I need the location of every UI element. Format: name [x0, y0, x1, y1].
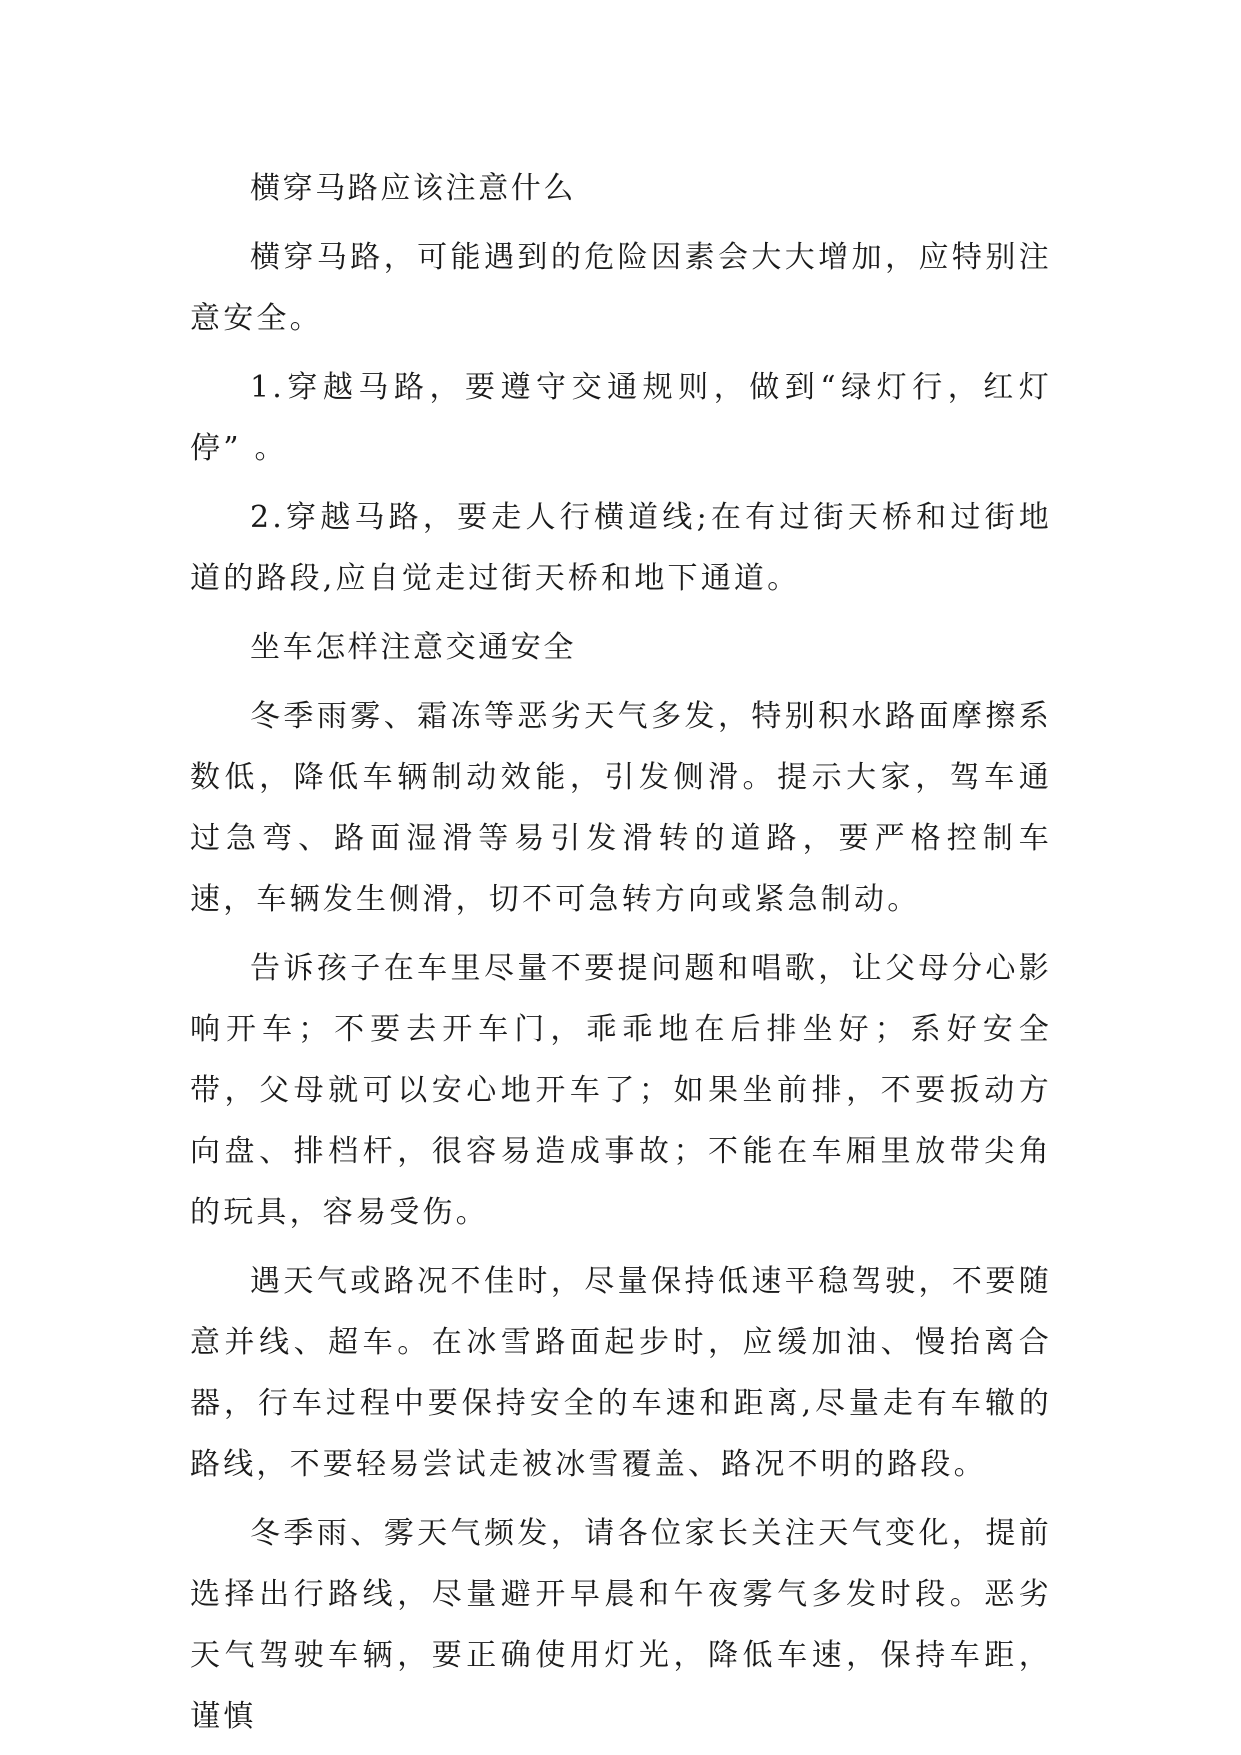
paragraph-crossing-rule-2: 2.穿越马路，要走人行横道线;在有过街天桥和过街地道的路段,应自觉走过街天桥和地下通道。	[190, 500, 1052, 596]
paragraph-fog-advice: 冬季雨、雾天气频发，请各位家长关注天气变化，提前选择出行路线，尽量避开早晨和午夜雾气多发时段。恶劣天气驾驶车辆，要正确使用灯光，降低车速，保持车距，谨慎	[190, 1516, 1052, 1734]
document-page	[190, 158, 1052, 1755]
section-heading-crossing-road: 横穿马路应该注意什么	[250, 171, 576, 206]
paragraph-children-in-car: 告诉孩子在车里尽量不要提问题和唱歌，让父母分心影响开车；不要去开车门，乖乖地在后排坐好；系好安全带，父母就可以安心地开车了；如果坐前排，不要扳动方向盘、排档杆，很容易造成事故；不能在车厢里放带尖角的玩具，容易受伤。	[190, 951, 1052, 1230]
paragraph-bad-road-driving: 遇天气或路况不佳时，尽量保持低速平稳驾驶，不要随意并线、超车。在冰雪路面起步时，应缓加油、慢抬离合器，行车过程中要保持安全的车速和距离,尽量走有车辙的路线，不要轻易尝试走被冰雪覆盖、路况不明的路段。	[190, 1264, 1052, 1482]
section-heading-riding-car: 坐车怎样注意交通安全	[250, 630, 576, 665]
paragraph-winter-weather: 冬季雨雾、霜冻等恶劣天气多发，特别积水路面摩擦系数低，降低车辆制动效能，引发侧滑。提示大家，驾车通过急弯、路面湿滑等易引发滑转的道路，要严格控制车速，车辆发生侧滑，切不可急转方向或紧急制动。	[190, 699, 1052, 917]
paragraph-crossing-intro: 横穿马路，可能遇到的危险因素会大大增加，应特别注意安全。	[190, 240, 1052, 336]
paragraph-crossing-rule-1: 1.穿越马路，要遵守交通规则，做到“绿灯行，红灯停” 。	[190, 370, 1052, 466]
